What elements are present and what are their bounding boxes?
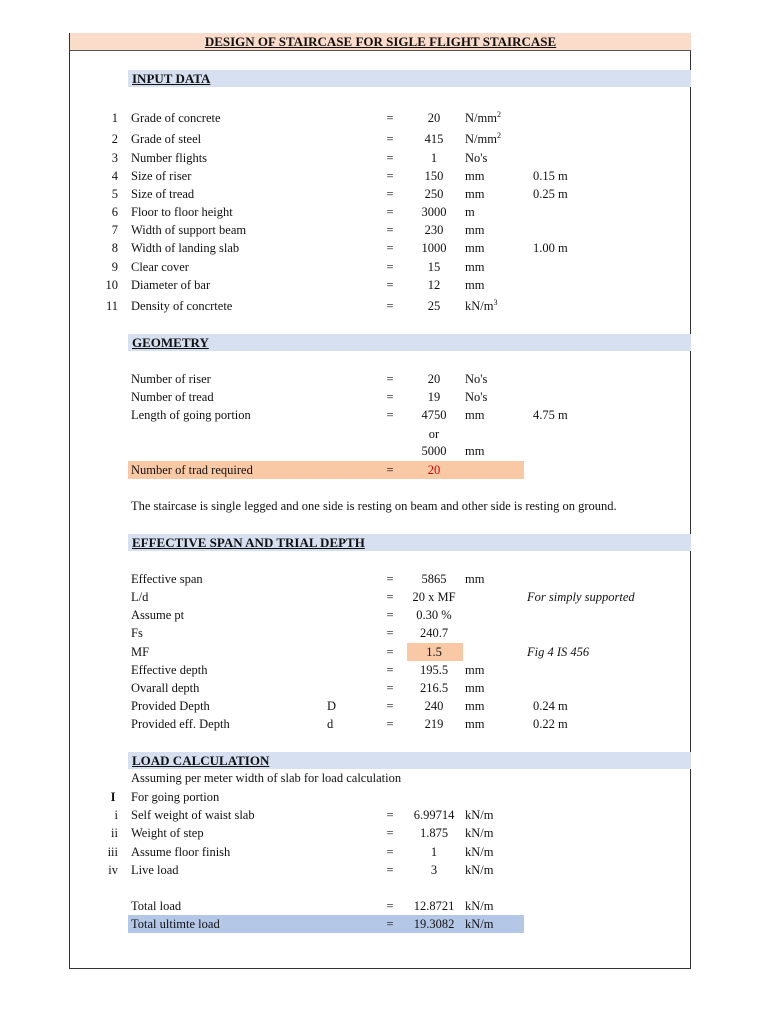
unit-exponent: 3 bbox=[493, 298, 498, 307]
equals-sign: = bbox=[386, 899, 394, 913]
unit-text: No's bbox=[465, 151, 488, 165]
row-unit: mm bbox=[465, 408, 485, 422]
equals-sign: = bbox=[386, 260, 394, 274]
equals-sign: = bbox=[386, 699, 394, 713]
equals-sign: = bbox=[386, 845, 394, 859]
row-number: ii bbox=[111, 826, 118, 840]
row-label: Size of riser bbox=[131, 169, 192, 183]
equals-sign: = bbox=[386, 408, 394, 422]
row-number: 9 bbox=[111, 260, 118, 274]
section-header-geometry: GEOMETRY bbox=[128, 334, 691, 351]
equals-sign: = bbox=[386, 826, 394, 840]
row-value: 20 x MF bbox=[412, 590, 456, 604]
row-number: iii bbox=[107, 845, 118, 859]
row-label: Grade of concrete bbox=[131, 111, 221, 125]
row-label: Width of landing slab bbox=[131, 241, 240, 255]
equals-sign: = bbox=[386, 572, 394, 586]
row-number: 7 bbox=[111, 223, 118, 237]
row-value: 150 bbox=[424, 169, 444, 183]
row-symbol: D bbox=[327, 699, 337, 713]
equals-sign: = bbox=[386, 681, 394, 695]
row-converted-value: 4.75 m bbox=[533, 408, 568, 422]
row-label: Diameter of bar bbox=[131, 278, 211, 292]
row-label: Grade of steel bbox=[131, 132, 202, 146]
row-label: MF bbox=[131, 645, 150, 659]
row-label: Ovarall depth bbox=[131, 681, 200, 695]
row-value: 1.5 bbox=[426, 645, 442, 659]
row-note: For simply supported bbox=[527, 590, 635, 604]
equals-sign: = bbox=[386, 863, 394, 877]
row-value: 216.5 bbox=[419, 681, 449, 695]
row-label: Length of going portion bbox=[131, 408, 251, 422]
unit-text: mm bbox=[465, 223, 485, 237]
geometry-alt-unit: mm bbox=[465, 444, 485, 458]
row-value: 1000 bbox=[421, 241, 447, 255]
row-label: Size of tread bbox=[131, 187, 195, 201]
equals-sign: = bbox=[386, 917, 394, 931]
unit-text: mm bbox=[465, 169, 485, 183]
ultimate-load-label: Total ultimte load bbox=[131, 917, 220, 931]
row-unit: kN/m bbox=[465, 845, 494, 859]
row-label: Number of riser bbox=[131, 372, 211, 386]
row-value: 219 bbox=[424, 717, 444, 731]
row-value: 240.7 bbox=[419, 626, 449, 640]
row-number: i bbox=[114, 808, 118, 822]
row-value: 15 bbox=[427, 260, 441, 274]
section-header-effective-span: EFFECTIVE SPAN AND TRIAL DEPTH bbox=[128, 534, 691, 551]
row-value: 3 bbox=[430, 863, 438, 877]
required-treads-value: 20 bbox=[427, 463, 441, 477]
row-value: 5865 bbox=[421, 572, 447, 586]
row-unit bbox=[465, 222, 484, 238]
row-label: Clear cover bbox=[131, 260, 189, 274]
equals-sign: = bbox=[386, 390, 394, 404]
unit-text: mm bbox=[465, 187, 485, 201]
load-intro: Assuming per meter width of slab for load calculation bbox=[131, 771, 402, 785]
row-value: 1 bbox=[430, 151, 438, 165]
unit-exponent: 2 bbox=[496, 110, 501, 119]
equals-sign: = bbox=[386, 278, 394, 292]
row-unit: mm bbox=[465, 699, 485, 713]
equals-sign: = bbox=[386, 372, 394, 386]
equals-sign: = bbox=[386, 111, 394, 125]
required-treads-label: Number of trad required bbox=[131, 463, 253, 477]
row-unit: kN/m bbox=[465, 808, 494, 822]
row-unit bbox=[465, 110, 501, 126]
row-label: Live load bbox=[131, 863, 179, 877]
equals-sign: = bbox=[386, 205, 394, 219]
load-group-label: For going portion bbox=[131, 790, 220, 804]
total-load-value: 12.8721 bbox=[413, 899, 455, 913]
row-value: 0.30 % bbox=[416, 608, 452, 622]
equals-sign: = bbox=[386, 151, 394, 165]
row-value: 20 bbox=[427, 111, 441, 125]
geometry-alt-value: 5000 bbox=[421, 444, 447, 458]
row-converted-value: 0.25 m bbox=[533, 187, 568, 201]
row-value: 230 bbox=[424, 223, 444, 237]
row-value: 415 bbox=[424, 132, 444, 146]
equals-sign: = bbox=[386, 463, 394, 477]
row-number: 6 bbox=[111, 205, 118, 219]
equals-sign: = bbox=[386, 132, 394, 146]
equals-sign: = bbox=[386, 187, 394, 201]
load-group-number: I bbox=[110, 790, 116, 804]
row-unit: mm bbox=[465, 572, 485, 586]
row-label: L/d bbox=[131, 590, 149, 604]
unit-text: mm bbox=[465, 278, 485, 292]
total-load-unit: kN/m bbox=[465, 899, 494, 913]
row-value: 6.99714 bbox=[413, 808, 455, 822]
unit-text: N/mm bbox=[465, 132, 497, 146]
row-unit: No's bbox=[465, 372, 488, 386]
row-unit bbox=[465, 150, 487, 166]
row-label: Assume floor finish bbox=[131, 845, 231, 859]
row-unit: No's bbox=[465, 390, 488, 404]
row-value: 25 bbox=[427, 299, 441, 313]
total-load-label: Total load bbox=[131, 899, 182, 913]
row-label: Assume pt bbox=[131, 608, 185, 622]
row-label: Weight of step bbox=[131, 826, 204, 840]
section-header-load-calculation: LOAD CALCULATION bbox=[128, 752, 691, 769]
unit-text: N/mm bbox=[465, 111, 497, 125]
unit-text: m bbox=[465, 205, 475, 219]
unit-text: mm bbox=[465, 260, 485, 274]
row-unit: mm bbox=[465, 717, 485, 731]
equals-sign: = bbox=[386, 590, 394, 604]
ultimate-load-unit: kN/m bbox=[465, 917, 494, 931]
row-value: 195.5 bbox=[419, 663, 449, 677]
row-value: 19 bbox=[427, 390, 441, 404]
row-label: Effective span bbox=[131, 572, 203, 586]
row-label: Density of concrtete bbox=[131, 299, 233, 313]
row-number: iv bbox=[108, 863, 118, 877]
row-value: 4750 bbox=[421, 408, 447, 422]
equals-sign: = bbox=[386, 808, 394, 822]
row-unit bbox=[465, 131, 501, 147]
row-value: 1 bbox=[430, 845, 438, 859]
row-value: 1.875 bbox=[419, 826, 449, 840]
equals-sign: = bbox=[386, 169, 394, 183]
row-value: 250 bbox=[424, 187, 444, 201]
section-header-input-data: INPUT DATA bbox=[128, 70, 691, 87]
row-number: 11 bbox=[105, 299, 118, 313]
row-unit bbox=[465, 204, 475, 220]
row-unit bbox=[465, 240, 484, 256]
row-number: 10 bbox=[105, 278, 118, 292]
equals-sign: = bbox=[386, 223, 394, 237]
unit-text: kN/m bbox=[465, 299, 494, 313]
equals-sign: = bbox=[386, 299, 394, 313]
row-value: 3000 bbox=[421, 205, 447, 219]
row-unit bbox=[465, 186, 484, 202]
row-number: 4 bbox=[111, 169, 118, 183]
row-number: 5 bbox=[111, 187, 118, 201]
equals-sign: = bbox=[386, 645, 394, 659]
row-label: Self weight of waist slab bbox=[131, 808, 255, 822]
row-note: 0.22 m bbox=[533, 717, 568, 731]
row-unit bbox=[465, 168, 484, 184]
row-note: 0.24 m bbox=[533, 699, 568, 713]
row-number: 1 bbox=[111, 111, 118, 125]
row-label: Number flights bbox=[131, 151, 208, 165]
row-label: Effective depth bbox=[131, 663, 208, 677]
row-value: 240 bbox=[424, 699, 444, 713]
equals-sign: = bbox=[386, 241, 394, 255]
row-symbol: d bbox=[327, 717, 334, 731]
equals-sign: = bbox=[386, 626, 394, 640]
row-converted-value: 0.15 m bbox=[533, 169, 568, 183]
row-value: 20 bbox=[427, 372, 441, 386]
geometry-or: or bbox=[428, 427, 440, 441]
row-unit: kN/m bbox=[465, 826, 494, 840]
equals-sign: = bbox=[386, 717, 394, 731]
row-unit bbox=[465, 259, 484, 275]
row-unit: kN/m bbox=[465, 863, 494, 877]
geometry-note: The staircase is single legged and one side is resting on beam and other side is resting on ground. bbox=[131, 499, 617, 513]
equals-sign: = bbox=[386, 663, 394, 677]
row-label: Width of support beam bbox=[131, 223, 247, 237]
row-label: Provided Depth bbox=[131, 699, 210, 713]
row-number: 2 bbox=[111, 132, 118, 146]
row-number: 8 bbox=[111, 241, 118, 255]
ultimate-load-value: 19.3082 bbox=[413, 917, 455, 931]
row-unit: mm bbox=[465, 663, 485, 677]
page-title: DESIGN OF STAIRCASE FOR SIGLE FLIGHT STAIRCASE bbox=[70, 33, 691, 51]
row-number: 3 bbox=[111, 151, 118, 165]
unit-exponent: 2 bbox=[496, 131, 501, 140]
row-label: Fs bbox=[131, 626, 143, 640]
unit-text: mm bbox=[465, 241, 485, 255]
row-unit bbox=[465, 277, 484, 293]
row-label: Number of tread bbox=[131, 390, 214, 404]
row-label: Floor to floor height bbox=[131, 205, 233, 219]
equals-sign: = bbox=[386, 608, 394, 622]
row-unit bbox=[465, 298, 497, 314]
row-note: Fig 4 IS 456 bbox=[527, 645, 590, 659]
row-value: 12 bbox=[427, 278, 441, 292]
row-unit: mm bbox=[465, 681, 485, 695]
row-label: Provided eff. Depth bbox=[131, 717, 230, 731]
row-converted-value: 1.00 m bbox=[533, 241, 568, 255]
